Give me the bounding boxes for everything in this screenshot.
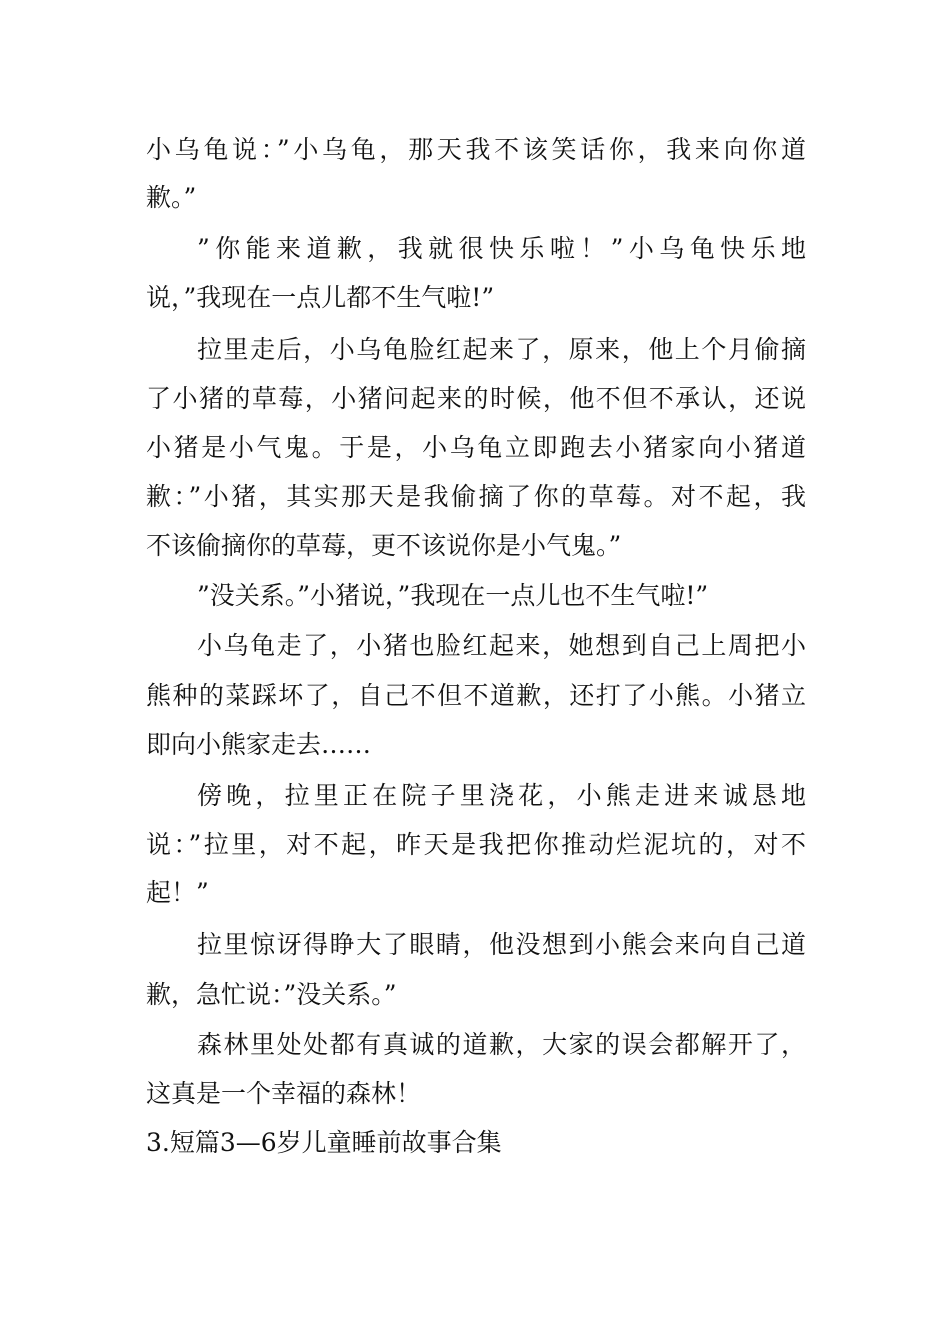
paragraph-line: 熊种的菜踩坏了，自己不但不道歉，还打了小熊。小猪立 — [146, 681, 806, 710]
paragraph-line: 即向小熊家走去…… — [146, 730, 372, 759]
paragraph-line: 拉里惊讶得睁大了眼睛，他没想到小熊会来向自己道 — [197, 930, 806, 959]
paragraph-line: 起！” — [146, 878, 209, 907]
paragraph-line: ”没关系。”小猪说，”我现在一点儿也不生气啦!” — [197, 581, 709, 610]
paragraph-line: 拉里走后，小乌龟脸红起来了，原来，他上个月偷摘 — [197, 335, 806, 364]
paragraph-line: 这真是一个幸福的森林！ — [146, 1079, 422, 1108]
paragraph-line: 傍晚，拉里正在院子里浇花，小熊走进来诚恳地 — [197, 781, 806, 810]
paragraph-line: 小乌龟说：”小乌龟，那天我不该笑话你，我来向你道 — [146, 135, 806, 164]
paragraph-line: 歉，急忙说：”没关系。” — [146, 980, 397, 1009]
paragraph-line: 小乌龟走了，小猪也脸红起来，她想到自己上周把小 — [197, 631, 806, 660]
paragraph-line: ”你能来道歉，我就很快乐啦！”小乌龟快乐地 — [197, 234, 806, 263]
paragraph-line: 小猪是小气鬼。于是，小乌龟立即跑去小猪家向小猪道 — [146, 433, 806, 462]
paragraph-line: 说：”拉里，对不起，昨天是我把你推动烂泥坑的，对不 — [146, 830, 806, 859]
paragraph-line: 歉：”小猪，其实那天是我偷摘了你的草莓。对不起，我 — [146, 482, 806, 511]
paragraph-line: 不该偷摘你的草莓，更不该说你是小气鬼。” — [146, 531, 622, 560]
section-heading: 3.短篇3—6岁儿童睡前故事合集 — [146, 1128, 502, 1157]
paragraph-line: 森林里处处都有真诚的道歉，大家的误会都解开了， — [197, 1030, 806, 1059]
paragraph-line: 了小猪的草莓，小猪问起来的时候，他不但不承认，还说 — [146, 384, 806, 413]
paragraph-line: 歉。” — [146, 183, 197, 212]
paragraph-line: 说，”我现在一点儿都不生气啦!” — [146, 283, 495, 312]
